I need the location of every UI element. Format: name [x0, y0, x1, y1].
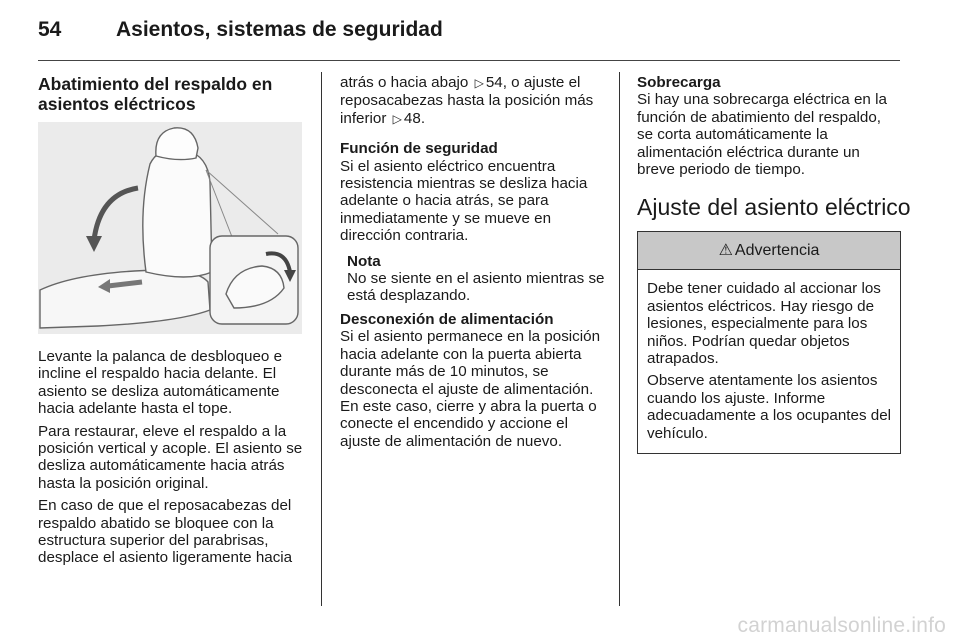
paragraph: Para restaurar, eleve el respaldo a la posición vertical y acople. El asiento se desliza automáticamente hacia atrás hasta la posición original. [38, 422, 303, 492]
seat-illustration [38, 122, 302, 334]
page-header [38, 18, 443, 42]
note-box [347, 253, 610, 305]
note-text: No se siente en el asiento mientras se está desplazando. [347, 270, 605, 305]
paragraph: En caso de que el reposacabezas del respaldo abatido se bloquee con la estructura superior del parabrisas, desplace el asiento ligeramente hacia [38, 497, 293, 567]
paragraph: Si el asiento permanece en la posición hacia adelante con la puerta abierta durante más de 10 minutos, se desconecta el ajuste de alimentación. En este caso, cierre y abra la puerta o conecte el encendido y accione el ajuste de alimentación de nuevo. [340, 328, 601, 450]
paragraph: Si hay una sobrecarga eléctrica en la función de abatimiento del respaldo, se corta automáticamente la alimentación eléctrica durante un breve periodo de tiempo. [637, 91, 887, 179]
page-number: 54 [38, 18, 62, 41]
warning-body [638, 270, 900, 453]
warning-box [637, 231, 901, 454]
arrow-reference-icon: ▷ [392, 111, 402, 126]
column-middle [340, 74, 610, 458]
safety-function [340, 140, 610, 244]
warning-triangle-icon: ⚠ [718, 242, 733, 260]
paragraph: Debe tener cuidado al accionar los asientos eléctricos. Hay riesgo de lesiones, especialmente para los niños. Podrían quedar objetos atrapados. [647, 280, 881, 368]
chapter-title: Asientos, sistemas de seguridad [116, 18, 443, 41]
note-title: Nota [347, 252, 381, 270]
section-heading: Ajuste del asiento eléctrico [637, 194, 911, 221]
seat-icon [38, 122, 302, 334]
column-divider [321, 72, 322, 606]
arrow-reference-icon: ▷ [474, 76, 484, 90]
watermark: carmanualsonline.info [737, 614, 946, 637]
page-reference[interactable]: 48 [403, 109, 421, 127]
column-right [637, 74, 911, 454]
continued-paragraph: atrás o hacia abajo ▷ 54, o ajuste el reposacabezas hasta la posición más inferior ▷ 48. [340, 74, 594, 127]
subheading: Desconexión de alimentación [340, 310, 554, 328]
paragraph: Observe atentamente los asientos cuando los ajuste. Informe adecuadamente a los ocupantes del vehículo. [647, 372, 892, 442]
paragraph: Levante la palanca de desbloqueo e incline el respaldo hacia delante. El asiento se desliza automáticamente hacia adelante hasta el tope. [38, 348, 283, 418]
section-heading: Abatimiento del respaldo en asientos eléctricos [38, 74, 273, 114]
subheading: Función de seguridad [340, 140, 498, 158]
overload-section [637, 74, 901, 178]
column-divider [619, 72, 620, 606]
paragraph: Si el asiento eléctrico encuentra resistencia mientras se desliza hacia adelante o hacia atrás, se para inmediatamente y se mueve en dirección contraria. [340, 157, 588, 245]
subheading: Sobrecarga [637, 74, 721, 91]
page-reference[interactable]: 54 [485, 74, 503, 91]
header-rule [38, 60, 900, 61]
warning-title: Advertencia [734, 242, 820, 260]
warning-header [638, 232, 900, 270]
power-disconnect [340, 311, 610, 450]
column-left [38, 74, 306, 572]
